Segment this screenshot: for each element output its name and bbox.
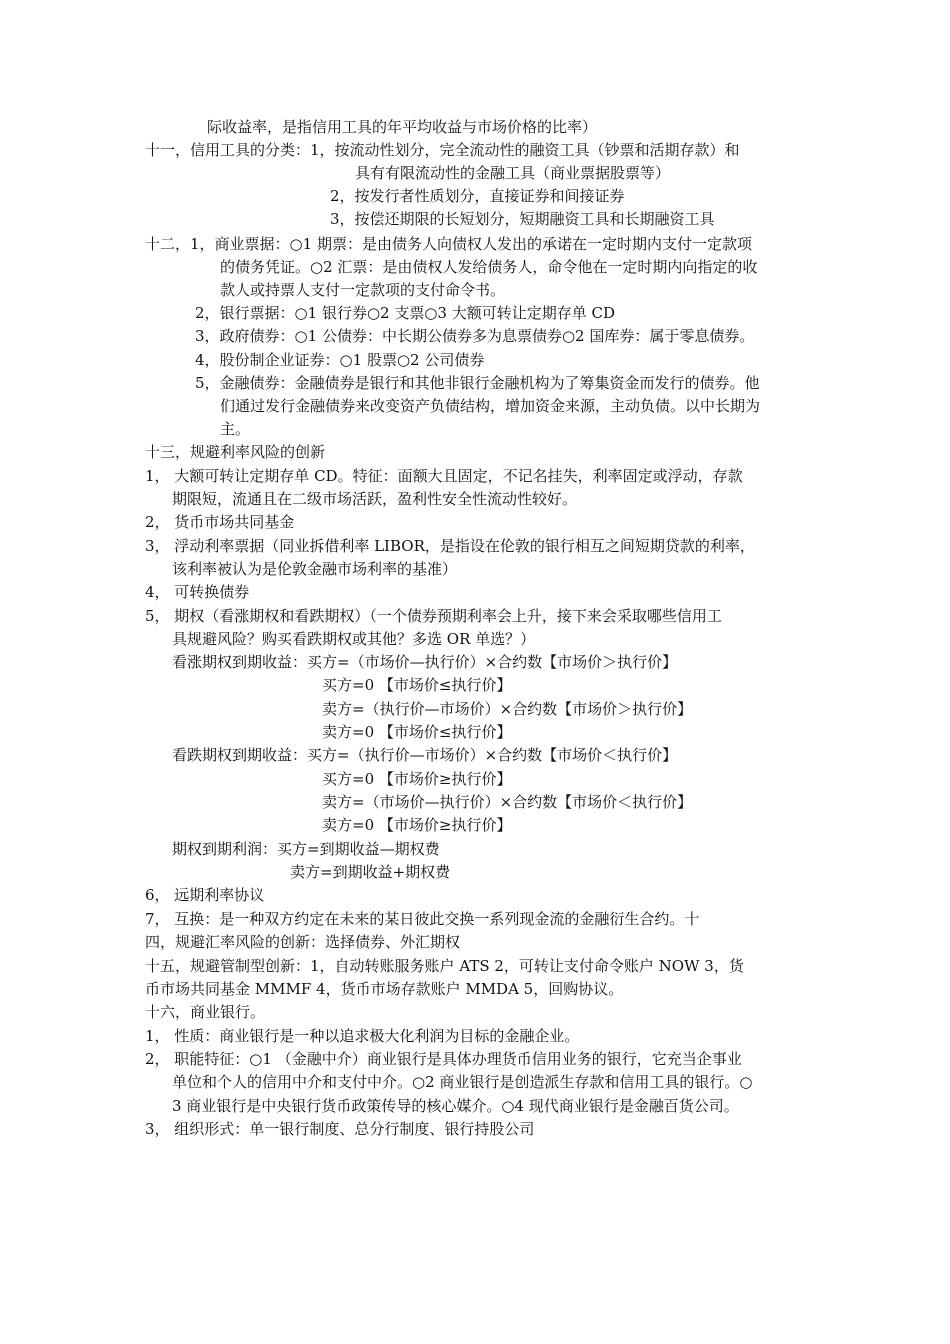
text-line: 十二，1，商业票据：○1 期票：是由债务人向债权人发出的承诺在一定时期内支付一定款项 [145,235,752,253]
text-line: 1， 性质：商业银行是一种以追求极大化利润为目标的金融企业。 [145,1027,580,1045]
formula-line: 卖方=0 【市场价≥执行价】 [322,816,512,834]
formula-line: 卖方=到期收益+期权费 [290,863,451,881]
formula-line: 期权到期利润：买方=到期收益—期权费 [172,840,440,858]
text-line: 主。 [220,420,251,438]
formula-line: 看涨期权到期收益：买方=（市场价—执行价）×合约数【市场价＞执行价】 [172,653,678,671]
text-line: 6， 远期利率协议 [145,886,265,904]
text-line: 2，按发行者性质划分，直接证券和间接证券 [330,187,625,205]
text-line: 2，银行票据：○1 银行券○2 支票○3 大额可转让定期存单 CD [195,304,616,322]
formula-line: 买方=0 【市场价≥执行价】 [322,770,512,788]
text-line: 3 商业银行是中央银行货币政策传导的核心媒介。○4 现代商业银行是金融百货公司。 [172,1097,739,1115]
text-line: 5， 期权（看涨期权和看跌期权）（一个债券预期利率会上升，接下来会采取哪些信用工 [145,607,722,625]
text-line: 款人或持票人支付一定款项的支付命令书。 [220,281,506,299]
text-line: 的债务凭证。○2 汇票：是由债权人发给债务人，命令他在一定时期内向指定的收 [220,258,758,276]
text-line: 3， 组织形式：单一银行制度、总分行制度、银行持股公司 [145,1120,535,1138]
text-line: 3，按偿还期限的长短划分，短期融资工具和长期融资工具 [330,210,715,228]
text-line: 十五，规避管制型创新：1，自动转账服务账户 ATS 2，可转让支付命令账户 NOW 3，货 [145,957,744,975]
text-line: 际收益率，是指信用工具的年平均收益与市场价格的比率） [207,118,598,136]
text-line: 2， 货币市场共同基金 [145,513,295,531]
formula-line: 卖方=（执行价—市场价）×合约数【市场价＞执行价】 [322,700,693,718]
formula-line: 卖方=0 【市场价≤执行价】 [322,723,512,741]
text-line: 4， 可转换债券 [145,583,250,601]
text-line: 期限短，流通且在二级市场活跃，盈利性安全性流动性较好。 [172,490,578,508]
text-line: 单位和个人的信用中介和支付中介。○2 商业银行是创造派生存款和信用工具的银行。○ [172,1073,753,1091]
section-heading: 十六，商业银行。 [145,1003,266,1021]
text-line: 具有有限流动性的金融工具（商业票据股票等） [355,164,671,182]
text-line: 1， 大额可转让定期存单 CD。特征：面额大且固定，不记名挂失，利率固定或浮动，存款 [145,467,743,485]
text-line: 该利率被认为是伦敦金融市场利率的基准） [172,560,458,578]
section-heading: 十三，规避利率风险的创新 [145,443,326,461]
text-line: 们通过发行金融债券来改变资产负债结构，增加资金来源，主动负债。以中长期为 [220,397,761,415]
text-line: 3， 浮动利率票据（同业拆借利率 LIBOR，是指设在伦敦的银行相互之间短期贷款的利率， [145,537,755,555]
text-line: 具规避风险？购买看跌期权或其他？多选 OR 单选？） [172,630,536,648]
text-line: 币市场共同基金 MMMF 4，货币市场存款账户 MMDA 5，回购协议。 [145,980,624,998]
text-line: 3，政府债券：○1 公债券：中长期公债券多为息票债券○2 国库券：属于零息债券。 [195,327,755,345]
formula-line: 看跌期权到期收益：买方=（执行价—市场价）×合约数【市场价＜执行价】 [172,746,678,764]
text-line: 十一，信用工具的分类：1，按流动性划分，完全流动性的融资工具（钞票和活期存款）和 [145,141,740,159]
text-line: 5，金融债券：金融债券是银行和其他非银行金融机构为了筹集资金而发行的债券。他 [195,374,760,392]
text-line: 7， 互换：是一种双方约定在未来的某日彼此交换一系列现金流的金融衍生合约。十 [145,910,700,928]
formula-line: 买方=0 【市场价≤执行价】 [322,676,512,694]
text-line: 2， 职能特征：○1 （金融中介）商业银行是具体办理货币信用业务的银行，它充当企事业 [145,1050,742,1068]
formula-line: 卖方=（市场价—执行价）×合约数【市场价＜执行价】 [322,793,693,811]
text-line: 4，股份制企业证券：○1 股票○2 公司债券 [195,351,485,369]
text-line: 四，规避汇率风险的创新：选择债券、外汇期权 [145,933,461,951]
